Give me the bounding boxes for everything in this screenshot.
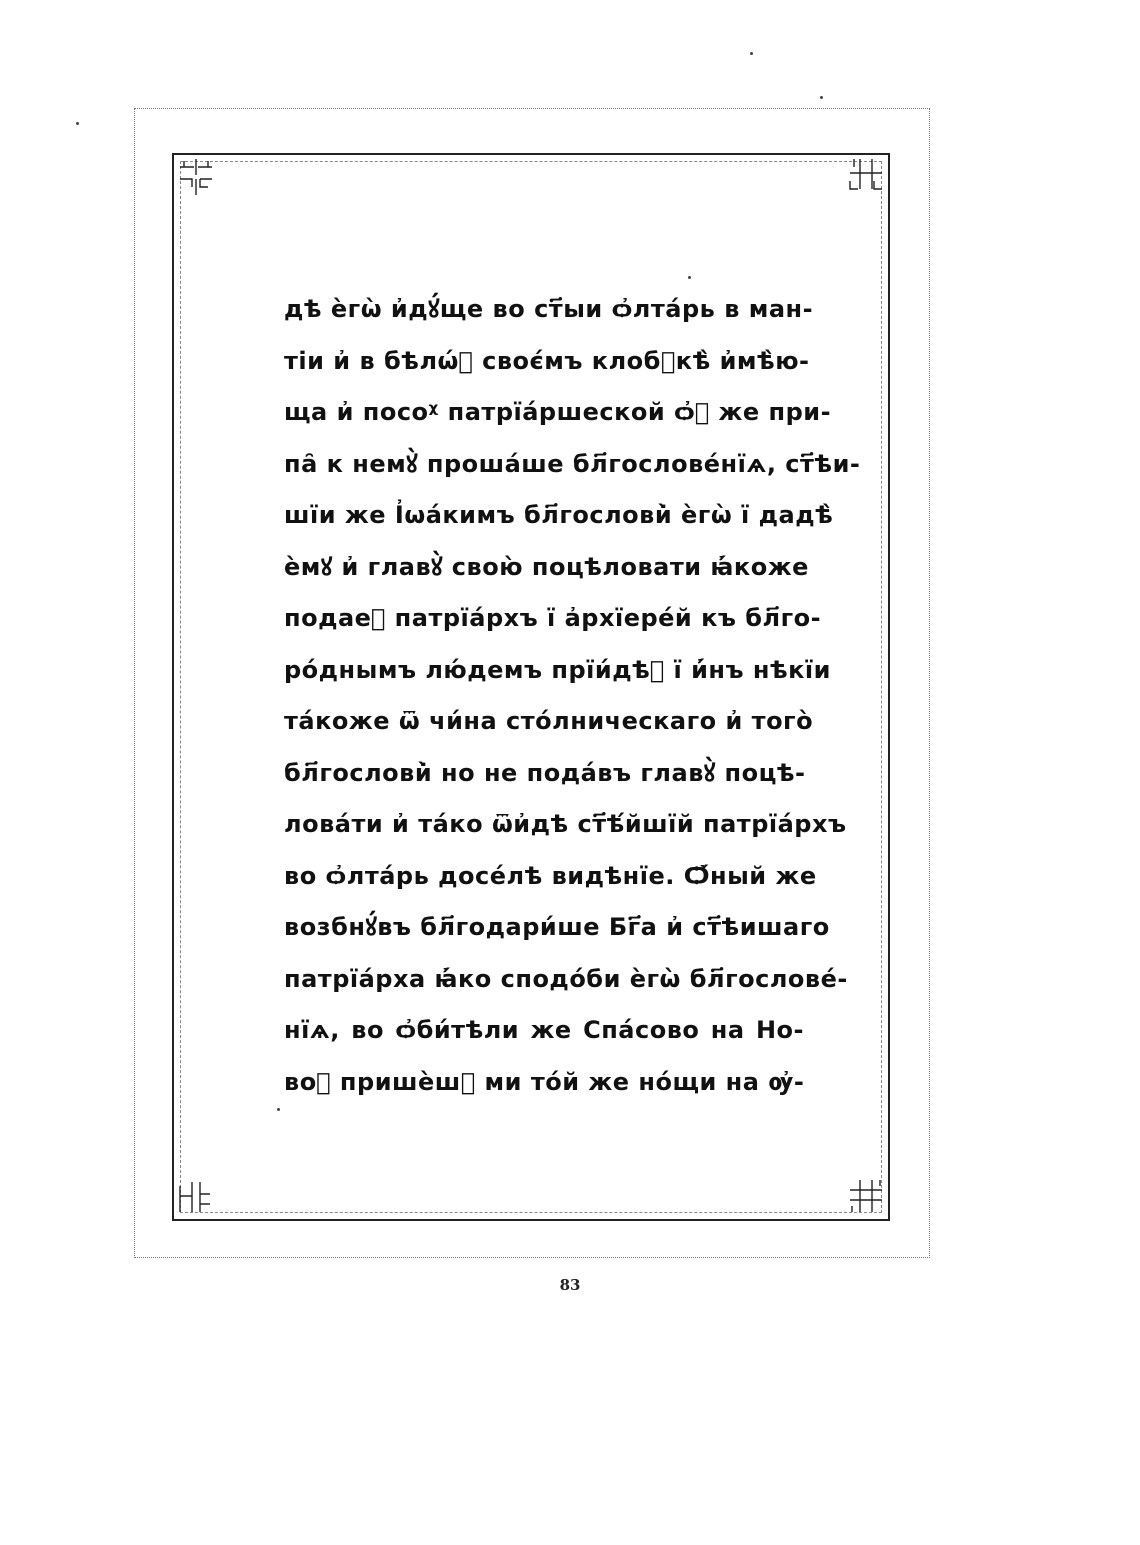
corner-ornament-icon xyxy=(846,155,886,195)
text-line: ща и҆ посоᵡ патрїа́ршеской ѻ҆ᷮ же при- xyxy=(284,398,832,426)
corner-ornament-icon xyxy=(176,1176,216,1216)
text-line: во ѻ҆лта́рь досе́лѣ видѣнїе. Ѻ҆́ный же xyxy=(284,861,817,890)
scan-speck xyxy=(750,52,753,55)
text-line: нїѧ, во ѻ҆би́тѣли же Спа́сово на Но- xyxy=(284,1016,804,1044)
scan-speck xyxy=(688,276,691,279)
corner-ornament-icon xyxy=(176,157,216,197)
scan-speck xyxy=(76,122,79,125)
text-line: подаеᷮ патрїа́рхъ ї а҆рхїере́й къ бл҃го- xyxy=(284,604,822,632)
page-number: 83 xyxy=(559,1276,581,1294)
text-line: патрїа́рха ꙗ҆́ко сподо́би ѐгѡ̀ бл҃гослове́- xyxy=(284,964,848,993)
text-line: тіи и҆ в бѣлѡ́ᷨ своє́мъ клобꙋкѣ̀ и҆мѣ̀ю- xyxy=(284,346,810,375)
text-line: ѐмꙋ и҆ главꙋ̀ свою̀ поцѣловати ꙗ҆́коже xyxy=(284,552,809,581)
text-line: та́коже ѿ чи́на сто́лническаго и҆ того̀ xyxy=(284,707,814,735)
text-line: возбнꙋ́въ бл҃годари́ше Бг҃а и҆ ст҃ѣишаго xyxy=(284,913,830,941)
scan-speck xyxy=(277,1108,280,1111)
text-line: бл҃гослови̇̀ но не пода́въ главꙋ̀ поцѣ- xyxy=(284,758,806,787)
text-line: лова́ти и҆ та́ко ѿи҆дѣ ст҃ѣ́йшїй патрїа́рхъ xyxy=(284,810,847,838)
text-line: дѣ ѐгѡ̀ и҆дꙋ́ще во ст҃ыи ѻ҆лта́рь в ман- xyxy=(284,295,814,323)
body-text xyxy=(284,284,861,1108)
text-line: па̑ к немꙋ̀ проша́ше бл҃гослове́нїѧ, ст҃ѣи- xyxy=(284,449,861,478)
text-line: шїи же І҆ѡа́кимъ бл҃гослови̇̀ ѐгѡ̀ ї дадѣ̀ xyxy=(284,501,834,529)
text-line: ро́днымъ лю́демъ прїи́дѣᷨ ї и҆́нъ нѣкїи xyxy=(284,655,831,684)
corner-ornament-icon xyxy=(846,1176,886,1216)
text-line: воᷨ пришѐшꙋ ми то́й же но́щи на ѹ҆- xyxy=(284,1067,805,1096)
scan-speck xyxy=(820,96,823,99)
